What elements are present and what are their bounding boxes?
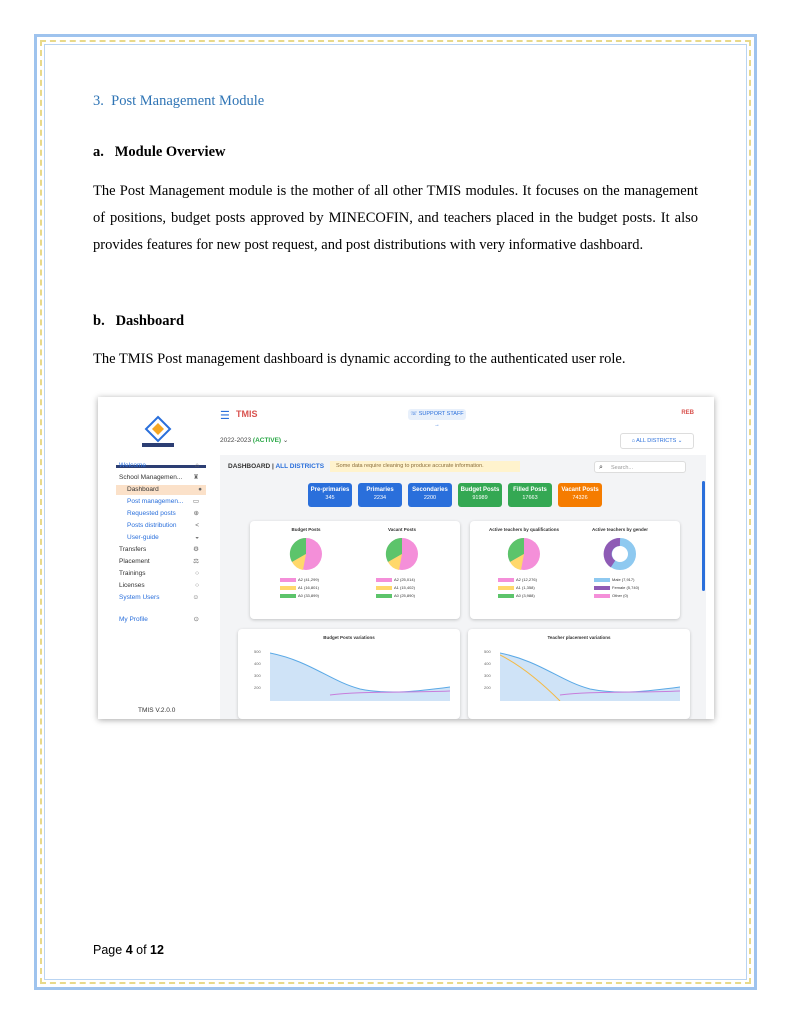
sidebar-item-label: Post managemen... [127, 498, 184, 505]
app-version: TMIS V.2.0.0 [138, 707, 176, 714]
legend-swatch [594, 578, 610, 582]
stat-label: Secondaries [412, 487, 448, 493]
sidebar-item-label: My Profile [119, 616, 148, 623]
pie-graphic [289, 537, 323, 571]
main-area [206, 397, 714, 719]
legend-label: A0 (3,988) [516, 593, 535, 598]
stat-value: 17663 [522, 495, 538, 501]
sidebar-item-icon: ○ [195, 570, 199, 577]
search-icon: ⌕ [599, 464, 603, 471]
stat-tile[interactable] [358, 483, 402, 507]
app-title: TMIS [236, 409, 258, 419]
year-status: (ACTIVE) [252, 437, 282, 444]
axis-tick-label: 500 [484, 649, 491, 654]
section-title: 3. Post Management Module [93, 93, 265, 109]
sidebar-item-icon: ◒ [195, 534, 199, 541]
footer-page-number: 4 [125, 943, 133, 957]
stat-label: Pre-primaries [310, 487, 350, 493]
year-bar [206, 429, 714, 451]
legend-entry[interactable] [498, 585, 535, 590]
legend-label: A1 (1,358) [516, 585, 535, 590]
stat-tile[interactable] [308, 483, 352, 507]
pie-chart [476, 527, 572, 615]
sidebar-item[interactable] [119, 521, 203, 531]
legend-label: A2 (25,014) [394, 577, 415, 582]
legend-swatch [280, 578, 296, 582]
stat-value: 91989 [472, 495, 488, 501]
axis-tick-label: 300 [484, 673, 491, 678]
sidebar-item-label: User-guide [127, 534, 159, 541]
footer-page-label: Page [93, 943, 123, 957]
sidebar-item[interactable] [119, 473, 203, 483]
sidebar-item[interactable] [119, 593, 203, 603]
sidebar-item-label: System Users [119, 594, 160, 601]
axis-tick-label: 200 [484, 685, 491, 690]
legend-label: A0 (25,890) [394, 593, 415, 598]
legend-entry[interactable] [594, 577, 634, 582]
sidebar-item-icon: ⌂ [195, 462, 199, 469]
legend-entry[interactable] [594, 593, 628, 598]
sidebar-item-icon: ▭ [192, 498, 199, 505]
sidebar-item-icon: ⊙ [193, 616, 199, 623]
legend-label: A2 (41,299) [298, 577, 319, 582]
axis-tick-label: 400 [254, 661, 261, 666]
line-graphic [270, 651, 450, 701]
stat-label: Vacant Posts [561, 487, 599, 493]
pie-graphic [385, 537, 419, 571]
paragraph-module-overview: The Post Management module is the mother of all other TMIS modules. It focuses on the management of positions, budget posts approved by MINECOFIN, and teachers placed in the budget posts. It also provides features for new post request, and post distributions with very informative dashboard. [93, 183, 698, 253]
breadcrumb: DASHBOARD | ALL DISTRICTS [228, 463, 325, 470]
legend-swatch [594, 586, 610, 590]
sidebar-item[interactable] [119, 557, 203, 567]
line-chart [238, 633, 460, 719]
legend-entry[interactable] [498, 577, 537, 582]
sidebar-item-icon: ● [198, 486, 202, 493]
sidebar-item[interactable] [119, 461, 203, 471]
pie-chart-title: Vacant Posts [387, 527, 416, 532]
pie-chart [258, 527, 354, 615]
series-area [270, 653, 450, 701]
sidebar-item[interactable] [119, 497, 203, 507]
sidebar-item-icon: ♜ [193, 474, 199, 481]
legend-swatch [280, 594, 296, 598]
legend-label: A1 (16,801) [298, 585, 319, 590]
line-chart-title: Budget Posts variations [323, 635, 375, 640]
topbar [206, 405, 714, 428]
reb-logo-icon [138, 415, 178, 451]
sidebar-item[interactable] [119, 615, 203, 625]
sidebar-item[interactable] [116, 485, 206, 495]
legend-label: Male (7,917) [612, 577, 635, 582]
reb-badge: REB [681, 410, 694, 416]
legend-entry[interactable] [376, 593, 415, 598]
pie-graphic [603, 537, 637, 571]
legend-entry[interactable] [280, 593, 319, 598]
sidebar-item-icon: ☺ [192, 594, 199, 601]
legend-entry[interactable] [498, 593, 535, 598]
sidebar [116, 411, 206, 714]
sidebar-item-label: Requested posts [127, 510, 176, 517]
search-input[interactable] [594, 461, 686, 473]
pie-chart-title: Active teachers by gender [591, 527, 649, 532]
legend-swatch [498, 594, 514, 598]
year-select[interactable]: 2022-2023 (ACTIVE) ⌄ [220, 437, 289, 444]
legend-swatch [376, 594, 392, 598]
footer-total-pages: 12 [150, 943, 164, 957]
support-label: SUPPORT STAFF [418, 411, 464, 417]
stat-value: 2234 [373, 495, 387, 501]
legend-entry[interactable] [594, 585, 639, 590]
data-warning: Some data require cleaning to produce accurate information. [330, 461, 520, 472]
sidebar-item-label: Licenses [119, 582, 145, 589]
sidebar-item[interactable] [119, 569, 203, 579]
districts-select[interactable]: ⌂ ALL DISTRICTS ⌄ [620, 433, 694, 449]
stat-tile[interactable] [458, 483, 502, 507]
pie-chart [354, 527, 450, 615]
sidebar-item[interactable] [119, 545, 203, 555]
menu-icon[interactable]: ☰ [220, 410, 230, 422]
pie-slice [608, 542, 620, 564]
sidebar-item-label: Welcome [119, 462, 146, 469]
sidebar-item-icon: ⚖ [193, 558, 199, 565]
axis-tick-label: 500 [254, 649, 261, 654]
page-footer [93, 943, 164, 957]
sidebar-item-label: Transfers [119, 546, 147, 553]
sidebar-item-label: Placement [119, 558, 150, 565]
series-area [500, 653, 680, 701]
paragraph-dashboard: The TMIS Post management dashboard is dynamic according to the authenticated user role. [93, 351, 626, 367]
breadcrumb-dashboard[interactable]: DASHBOARD [228, 463, 271, 470]
stat-value: 345 [325, 495, 335, 501]
sidebar-item-label: School Managemen... [119, 474, 183, 481]
dashboard-screenshot [98, 397, 714, 719]
legend-entry[interactable] [280, 585, 319, 590]
legend-label: A1 (15,402) [394, 585, 415, 590]
sidebar-item[interactable] [119, 533, 203, 543]
sidebar-item-icon: ○ [195, 582, 199, 589]
subheading-module-overview: a. Module Overview [93, 144, 226, 160]
pie-chart [572, 527, 668, 615]
dashboard-content [220, 455, 706, 719]
stat-value: 2200 [423, 495, 437, 501]
pie-chart-title: Active teachers by qualifications [488, 527, 560, 532]
legend-swatch [498, 586, 514, 590]
stat-label: Primaries [366, 487, 394, 493]
legend-entry[interactable] [376, 585, 415, 590]
stat-value: 74326 [572, 495, 588, 501]
scrollbar[interactable] [702, 481, 705, 591]
axis-tick-label: 400 [484, 661, 491, 666]
legend-entry[interactable] [280, 577, 319, 582]
sidebar-item[interactable] [119, 509, 203, 519]
sidebar-item-icon: < [195, 522, 199, 529]
stat-tile[interactable] [408, 483, 452, 507]
legend-swatch [280, 586, 296, 590]
legend-label: Female (5,740) [612, 585, 640, 590]
legend-entry[interactable] [376, 577, 415, 582]
sidebar-item-label: Trainings [119, 570, 146, 577]
legend-label: Other (0) [612, 593, 629, 598]
axis-tick-label: 300 [254, 673, 261, 678]
stat-tile[interactable] [508, 483, 552, 507]
stat-label: Budget Posts [460, 487, 500, 493]
subheading-dashboard: b. Dashboard [93, 313, 185, 329]
legend-label: A0 (33,899) [298, 593, 319, 598]
support-staff-button[interactable]: ☏ SUPPORT STAFF → [408, 409, 466, 420]
legend-label: A2 (12,276) [516, 577, 537, 582]
line-chart-title: Teacher placement variations [547, 635, 611, 640]
legend-swatch [498, 578, 514, 582]
axis-tick-label: 200 [254, 685, 261, 690]
legend-swatch [376, 578, 392, 582]
pie-graphic [507, 537, 541, 571]
footer-of: of [136, 943, 147, 957]
stat-tile[interactable] [558, 483, 602, 507]
sidebar-item-label: Posts distribution [127, 522, 177, 529]
sidebar-item-icon: ⊕ [193, 510, 199, 517]
breadcrumb-all-districts[interactable]: ALL DISTRICTS [275, 463, 325, 470]
legend-swatch [376, 586, 392, 590]
search-placeholder: Search... [611, 465, 634, 471]
line-chart [468, 633, 690, 719]
pie-chart-title: Budget Posts [291, 527, 321, 532]
legend-swatch [594, 594, 610, 598]
sidebar-item-label: Dashboard [127, 486, 159, 493]
stat-label: Filled Posts [513, 487, 547, 493]
sidebar-item[interactable] [119, 581, 203, 591]
sidebar-item-icon: ⚙ [193, 546, 199, 553]
districts-label: ALL DISTRICTS [636, 438, 677, 444]
line-graphic [500, 651, 680, 701]
year-label: 2022-2023 [220, 437, 252, 444]
